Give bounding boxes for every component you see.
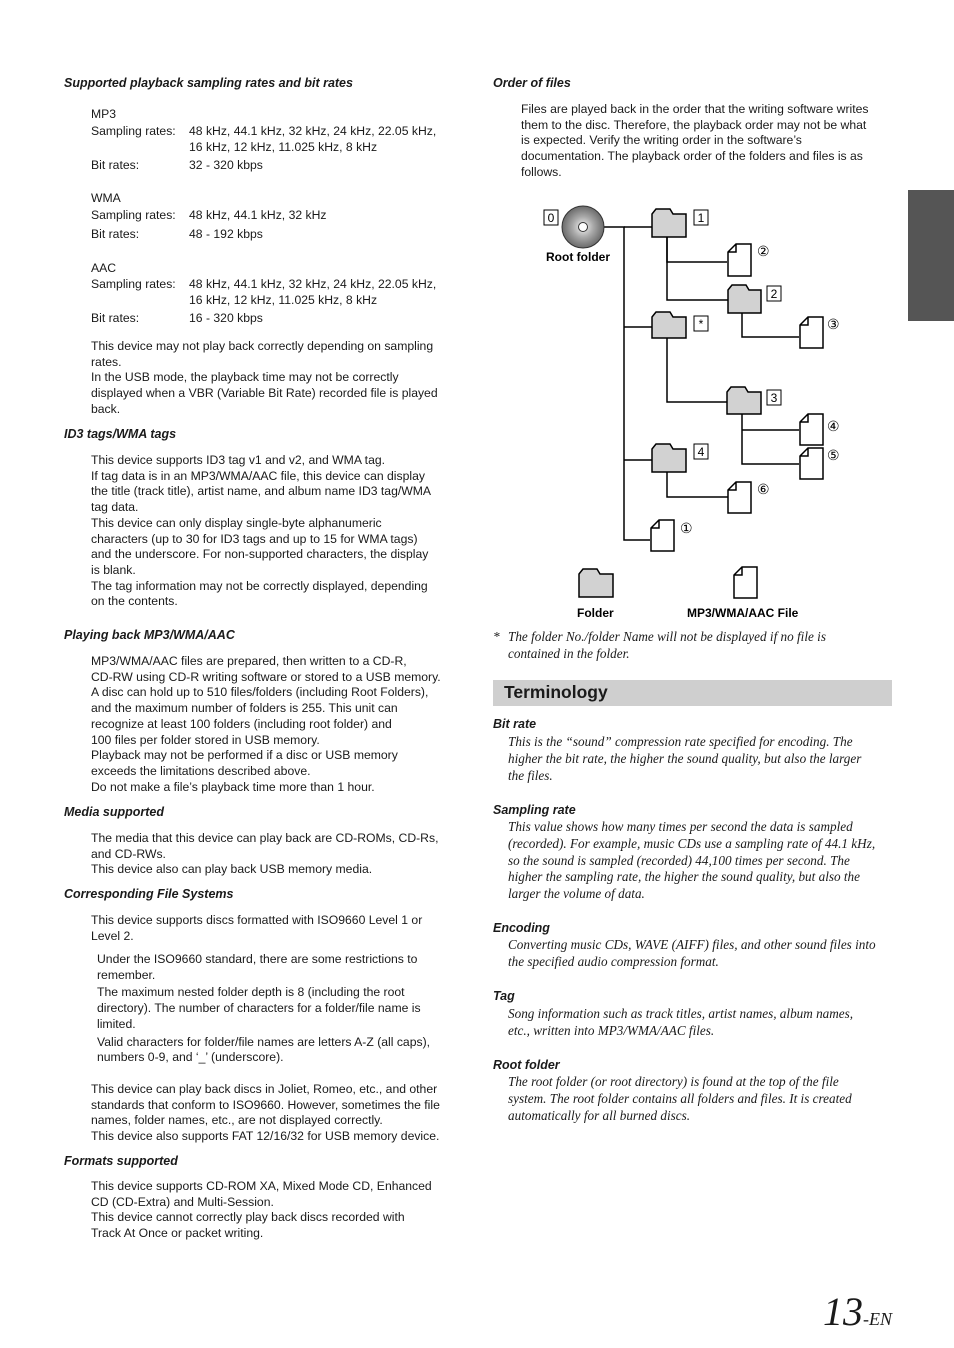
folder-icon bbox=[652, 209, 686, 237]
media-text: The media that this device can play back are CD-ROMs, CD-Rs, and CD-RWs. This device also can play back USB memory media. bbox=[91, 831, 439, 877]
wma-br: 48 - 192 kbps bbox=[189, 227, 263, 241]
folder-icon bbox=[652, 312, 686, 338]
mp3-br: 32 - 320 kbps bbox=[189, 158, 263, 172]
id3-text: This device supports ID3 tag v1 and v2, and WMA tag. If tag data is in an MP3/WMA/AAC file, this device can display the title (track title), artist name, and album name ID3 tag/WMA tag data. This device can only display single-byte alphanumeric characters (up to 30 for ID3 tags and up to 15 for WMA tags) and the underscore. For non-supported characters, the display is blank. The tag information may not be correctly displayed, depending on the contents. bbox=[91, 453, 432, 609]
root-folder-heading: Root folder bbox=[493, 1058, 560, 1072]
bitrate-text: This is the “sound” compression rate specified for encoding. The higher the bit rate, the higher the sound quality, but also the larger the files. bbox=[508, 734, 862, 783]
file-icon bbox=[728, 244, 751, 276]
aac-br-label: Bit rates: bbox=[91, 311, 140, 325]
mp3-label: MP3 bbox=[91, 107, 117, 121]
box-label: 2 bbox=[770, 287, 778, 301]
file-icon bbox=[800, 448, 823, 479]
aac-sr-2: 16 kHz, 12 kHz, 11.025 kHz, 8 kHz bbox=[189, 293, 378, 307]
sampling-rate-text: This value shows how many times per second the data is sampled (recorded). For example, music CDs use a sampling rate of 44.1 kHz, so the sound is sampled (recorded) 44,100 times per second. The higher the sampling rate, the higher the sound quality, but also the larger the volume of data. bbox=[508, 819, 876, 902]
wma-label: WMA bbox=[91, 191, 121, 205]
file-order-label: ⑥ bbox=[757, 481, 770, 497]
legend-file-label: MP3/WMA/AAC File bbox=[687, 606, 799, 620]
order-heading: Order of files bbox=[493, 76, 571, 90]
id3-heading: ID3 tags/WMA tags bbox=[64, 427, 177, 441]
file-icon bbox=[800, 317, 823, 348]
footnote-mark: * bbox=[493, 629, 500, 644]
legend-file-icon bbox=[734, 567, 757, 598]
formats-text: This device supports CD-ROM XA, Mixed Mode CD, Enhanced CD (CD-Extra) and Multi-Session. This device cannot correctly play back discs recorded with Track At Once or packet writing. bbox=[91, 1179, 432, 1241]
root-folder-text: The root folder (or root directory) is found at the top of the file system. The root folder contains all folders and files. It is created automatically for all burned discs. bbox=[508, 1074, 852, 1123]
file-order-label: ③ bbox=[827, 316, 840, 332]
box-label: 4 bbox=[697, 445, 705, 459]
sampling-rate-heading: Sampling rate bbox=[493, 803, 576, 817]
mp3-sr-1: 48 kHz, 44.1 kHz, 32 kHz, 24 kHz, 22.05 kHz, bbox=[189, 124, 437, 138]
file-order-label: ④ bbox=[827, 418, 840, 434]
aac-label: AAC bbox=[91, 261, 117, 275]
filesys-restrictions: Under the ISO9660 standard, there are some restrictions to remember. The maximum nested folder depth is 8 (including the root directory). The number of characters for a folder/file name is limited. Valid characters for folder/file names are letters A-Z (all caps), numbers 0-9, and ‘_’ (underscore). bbox=[97, 952, 431, 1065]
aac-sr-1: 48 kHz, 44.1 kHz, 32 kHz, 24 kHz, 22.05 kHz, bbox=[189, 277, 437, 291]
file-icon bbox=[800, 414, 823, 445]
footnote-text: The folder No./folder Name will not be displayed if no file is contained in the folder. bbox=[508, 629, 826, 661]
aac-sr-label: Sampling rates: bbox=[91, 277, 176, 291]
file-order-label: ⑤ bbox=[827, 447, 840, 463]
media-heading: Media supported bbox=[64, 805, 165, 819]
filesys-text-3: This device can play back discs in Joliet, Romeo, etc., and other standards that conform to ISO9660. However, sometimes the file names, folder names, etc., are not displayed correctly. This device also supports FAT 12/16/32 for USB memory device. bbox=[91, 1082, 440, 1144]
sampling-note: This device may not play back correctly depending on sampling rates. In the USB mode, the playback time may not be correctly displayed when a VBR (Variable Bit Rate) recorded file is played back. bbox=[91, 339, 438, 416]
legend-folder-icon bbox=[579, 569, 613, 597]
aac-br: 16 - 320 kbps bbox=[189, 311, 263, 325]
tag-heading: Tag bbox=[493, 989, 515, 1003]
box-label: 1 bbox=[697, 211, 705, 225]
wma-br-label: Bit rates: bbox=[91, 227, 140, 241]
page-number: 13-EN bbox=[823, 1289, 892, 1334]
order-text: Files are played back in the order that the writing software writes them to the disc. Therefore, the playback order may not be what is expected. Verify the writing order in the software’s documentation. The playback order of the folders and files is as follows. bbox=[521, 102, 869, 179]
filesys-text-1: This device supports discs formatted with ISO9660 Level 1 or Level 2. bbox=[91, 913, 423, 943]
folder-icon bbox=[728, 285, 761, 313]
encoding-heading: Encoding bbox=[493, 921, 550, 935]
formats-heading: Formats supported bbox=[64, 1154, 178, 1168]
tree-lines bbox=[604, 227, 799, 540]
file-icon bbox=[728, 482, 751, 513]
wma-sr-1: 48 kHz, 44.1 kHz, 32 kHz bbox=[189, 208, 327, 222]
folder-icon bbox=[727, 387, 761, 414]
mp3-sr-2: 16 kHz, 12 kHz, 11.025 kHz, 8 kHz bbox=[189, 140, 378, 154]
terminology-title-bar bbox=[493, 680, 892, 706]
box-label: 3 bbox=[770, 391, 778, 405]
box-label: 0 bbox=[547, 211, 555, 225]
mp3-br-label: Bit rates: bbox=[91, 158, 140, 172]
filesys-heading: Corresponding File Systems bbox=[64, 887, 234, 901]
root-folder-label: Root folder bbox=[546, 250, 610, 264]
bitrate-heading: Bit rate bbox=[493, 717, 537, 731]
section-tab bbox=[908, 190, 954, 321]
tag-text: Song information such as track titles, artist names, album names, etc., written into MP3/WMA/AAC files. bbox=[508, 1006, 854, 1038]
mp3-sr-label: Sampling rates: bbox=[91, 124, 176, 138]
folder-icon bbox=[652, 444, 686, 472]
file-order-label: ② bbox=[757, 243, 770, 259]
playing-text: MP3/WMA/AAC files are prepared, then written to a CD-R, CD-RW using CD-R writing software or stored to a USB memory. A disc can hold up to 510 files/folders (including Root Folders), and the maximum number of folders is 255. This unit can recognize at least 100 folders (including root folder) and 100 files per folder stored in USB memory. Playback may not be performed if a disc or USB memory exceeds the limitations described above. Do not make a file’s playback time more than 1 hour. bbox=[91, 654, 441, 794]
encoding-text: Converting music CDs, WAVE (AIFF) files, and other sound files into the specified audio compression format. bbox=[508, 937, 876, 969]
sampling-heading: Supported playback sampling rates and bit rates bbox=[64, 76, 353, 90]
folder-tree-diagram bbox=[0, 0, 954, 640]
wma-sr-label: Sampling rates: bbox=[91, 208, 176, 222]
box-label: * bbox=[698, 317, 704, 331]
playing-heading: Playing back MP3/WMA/AAC bbox=[64, 628, 235, 642]
cd-disc-icon bbox=[562, 206, 604, 248]
terminology-title: Terminology bbox=[504, 682, 608, 702]
file-order-label: ① bbox=[680, 520, 693, 536]
file-icon bbox=[651, 520, 674, 551]
legend-folder-label: Folder bbox=[577, 606, 614, 620]
